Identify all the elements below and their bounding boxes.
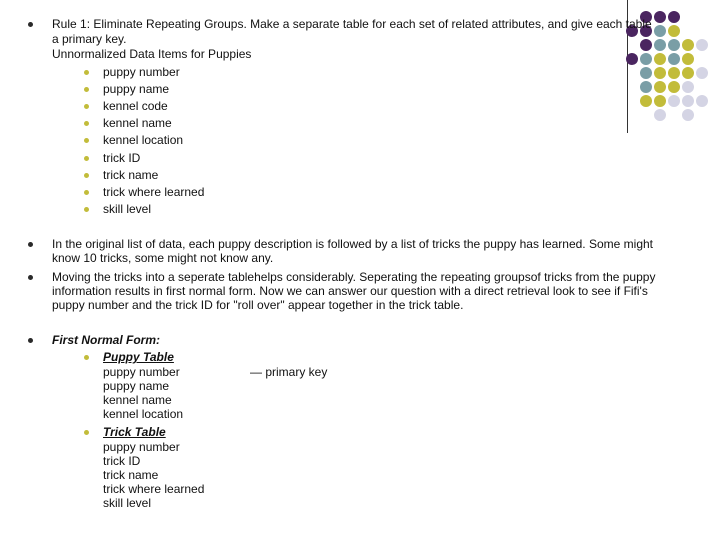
puppy-field: puppy number	[103, 365, 180, 379]
decor-dot	[654, 53, 666, 65]
sub-bullet-icon	[84, 156, 89, 161]
sub-bullet-icon	[84, 173, 89, 178]
sub-bullet-icon	[84, 430, 89, 435]
para2-line1: In the original list of data, each puppy description is followed by a list of tricks the puppy has learned. Some might	[52, 237, 653, 251]
decor-dot	[696, 95, 708, 107]
trick-field: trick name	[103, 468, 159, 482]
decor-dot	[654, 67, 666, 79]
decor-dot	[626, 53, 638, 65]
decor-dot	[654, 109, 666, 121]
decor-dot	[668, 81, 680, 93]
list-item: puppy name	[103, 82, 170, 96]
decor-dot	[682, 67, 694, 79]
decor-dot	[640, 95, 652, 107]
decor-dot	[654, 11, 666, 23]
decor-dot	[696, 39, 708, 51]
list-item: kennel code	[103, 99, 168, 113]
decor-dot	[654, 81, 666, 93]
para3-line3: puppy number and the trick ID for "roll over" appear together in the trick table.	[52, 298, 464, 312]
list-item: kennel location	[103, 133, 184, 147]
sub-bullet-icon	[84, 190, 89, 195]
list-item: trick name	[103, 168, 159, 182]
trick-field: trick ID	[103, 454, 141, 468]
decor-dot	[682, 39, 694, 51]
decor-dot	[668, 11, 680, 23]
puppy-field: kennel location	[103, 407, 184, 421]
decor-dot	[640, 39, 652, 51]
decor-dot	[640, 53, 652, 65]
decor-dot	[668, 95, 680, 107]
decor-dot	[654, 95, 666, 107]
puppy-field: puppy name	[103, 379, 170, 393]
decor-dot	[682, 109, 694, 121]
decor-dot	[654, 39, 666, 51]
decor-dot	[682, 53, 694, 65]
list-item: trick where learned	[103, 185, 205, 199]
list-item: kennel name	[103, 116, 172, 130]
decor-dot	[668, 53, 680, 65]
sub-bullet-icon	[84, 207, 89, 212]
decor-dot	[682, 81, 694, 93]
decor-dot	[682, 95, 694, 107]
sub-bullet-icon	[84, 70, 89, 75]
rule1-line3: Unnormalized Data Items for Puppies	[52, 47, 252, 61]
bullet-icon	[28, 275, 33, 280]
decor-dot	[668, 39, 680, 51]
para3-line1: Moving the tricks into a seperate tablehelps considerably. Seperating the repeating groupsof tricks from the puppy	[52, 270, 656, 284]
decor-dot	[696, 67, 708, 79]
trick-field: trick where learned	[103, 482, 205, 496]
list-item: trick ID	[103, 151, 141, 165]
puppy-field: kennel name	[103, 393, 172, 407]
decor-dot	[654, 25, 666, 37]
para3-line2: information results in first normal form. Now we can answer our question with a direct retrieval look to see if Fifi's	[52, 284, 648, 298]
sub-bullet-icon	[84, 104, 89, 109]
trick-field: skill level	[103, 496, 152, 510]
first-normal-heading: First Normal Form:	[52, 333, 161, 347]
sub-bullet-icon	[84, 121, 89, 126]
sub-bullet-icon	[84, 138, 89, 143]
rule1-line2: a primary key.	[52, 32, 127, 46]
para2-line2: know 10 tricks, some might not know any.	[52, 251, 274, 265]
trick-field: puppy number	[103, 440, 180, 454]
puppy-table-title: Puppy Table	[103, 350, 174, 364]
list-item: puppy number	[103, 65, 180, 79]
bullet-icon	[28, 338, 33, 343]
bullet-icon	[28, 22, 33, 27]
sub-bullet-icon	[84, 87, 89, 92]
list-item: skill level	[103, 202, 152, 216]
trick-table-title: Trick Table	[103, 425, 166, 439]
bullet-icon	[28, 242, 33, 247]
decor-dot	[668, 67, 680, 79]
decor-dot	[668, 25, 680, 37]
primary-key-note: — primary key	[250, 365, 328, 379]
decor-dot	[640, 81, 652, 93]
rule1-line1: Rule 1: Eliminate Repeating Groups. Make a separate table for each set of related attributes, and give each table	[52, 17, 652, 31]
decor-dot	[640, 67, 652, 79]
sub-bullet-icon	[84, 355, 89, 360]
